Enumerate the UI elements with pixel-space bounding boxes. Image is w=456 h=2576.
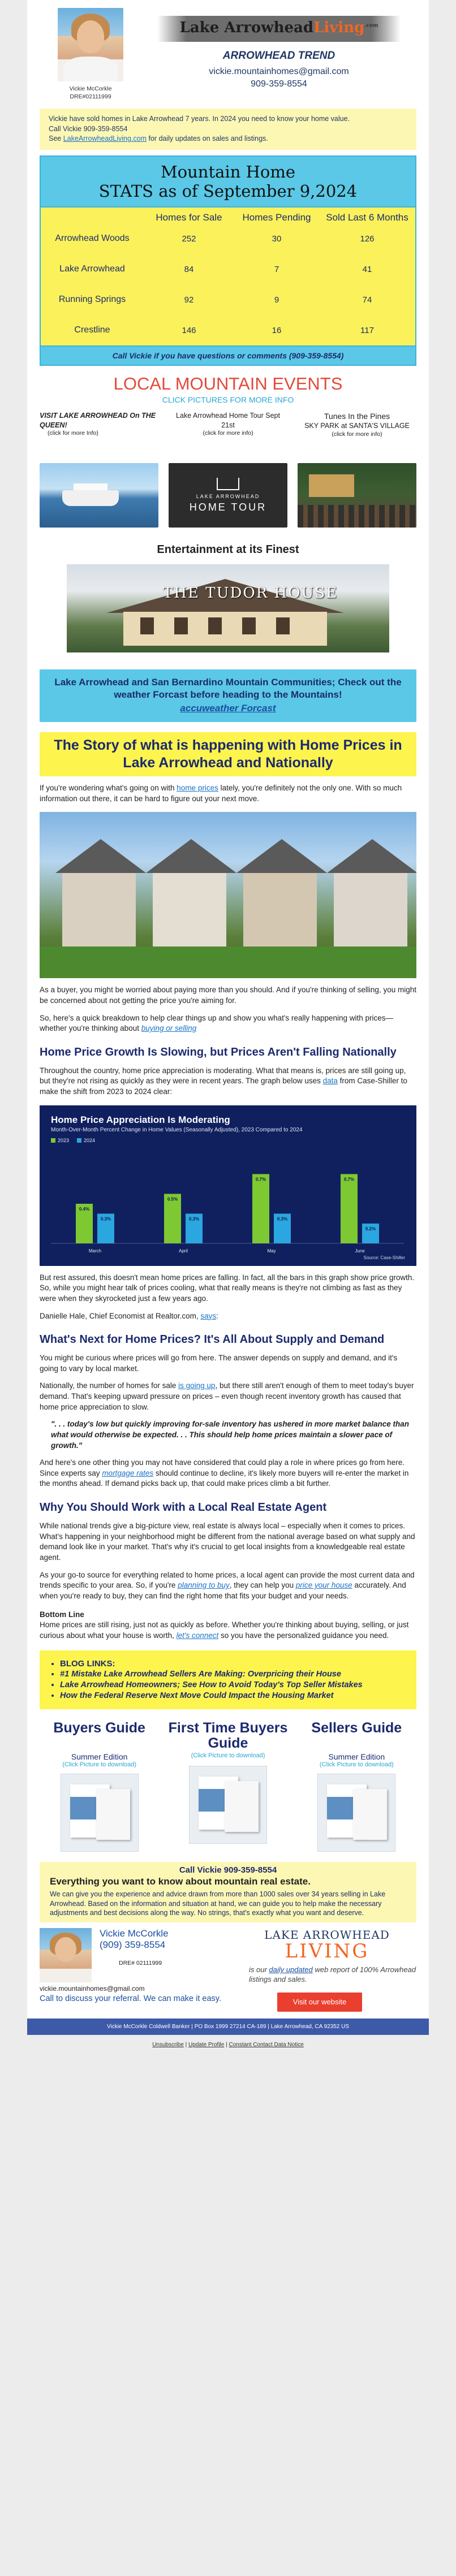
card-phone[interactable]: (909) 359-8554 xyxy=(100,1939,166,1951)
legend-2023: 2023 xyxy=(58,1137,70,1143)
guides-row xyxy=(40,1721,416,1852)
footer-address: Vickie McCorkle Coldwell Banker | PO Box 1999 27214 CA-189 | Lake Arrowhead, CA 92352 US xyxy=(27,2019,429,2035)
logo-accent-text: Living xyxy=(313,19,365,36)
site-logo[interactable] xyxy=(157,16,401,42)
chart-category-label: March xyxy=(88,1248,102,1254)
stats-row: Crestline 146 16 117 xyxy=(74,325,374,335)
cta-call[interactable]: Call Vickie 909-359-8554 xyxy=(179,1865,277,1875)
blog-heading: • BLOG LINKS: xyxy=(60,1658,406,1670)
events-row xyxy=(40,411,416,528)
price-your-house-link[interactable]: price your house xyxy=(295,1581,352,1590)
going-up-link[interactable]: is going up xyxy=(178,1381,216,1390)
intro-line3: See LakeArrowheadLiving.com for daily updates on sales and listings. xyxy=(49,135,268,143)
chart-data-label: 0.7% xyxy=(255,1177,266,1182)
stats-row: Running Springs 92 9 74 xyxy=(58,295,372,305)
paragraph: Danielle Hale, Chief Economist at Realtor.com, says: xyxy=(40,1311,218,1320)
unsubscribe-link[interactable]: Unsubscribe xyxy=(152,2042,184,2048)
chart-data-label: 0.5% xyxy=(167,1196,178,1202)
stats-row: Arrowhead Woods 252 30 126 xyxy=(55,234,375,244)
paragraph: Throughout the country, home price appreciation is moderating. What that means is, prices are still going up, but they're not rising as quickly as they were in recent years. The graph below uses data from Case-Shiller to make the shift from 2023 to 2024 clear: xyxy=(40,1066,407,1096)
stats-row: Lake Arrowhead 84 7 41 xyxy=(59,264,372,274)
chart-plot xyxy=(51,1156,404,1256)
footer-links: Unsubscribe | Update Profile | Constant Contact Data Notice xyxy=(0,2035,456,2059)
price-chart xyxy=(40,1105,416,1266)
agent-card xyxy=(40,1928,416,2012)
stats-col-header: Homes Pending xyxy=(242,212,311,223)
buyers-guide[interactable]: Buyers Guide Summer Edition (Click Picture to download) xyxy=(40,1721,159,1852)
header-email[interactable]: vickie.mountainhomes@gmail.com xyxy=(209,67,349,76)
tudor-house-image[interactable] xyxy=(67,564,389,652)
visit-website-button[interactable]: Visit our website xyxy=(277,1992,362,2012)
story-title: The Story of what is happening with Home Prices in Lake Arrowhead and Nationally xyxy=(40,732,416,777)
cta-body: We can give you the experience and advice drawn from more than 1000 sales over 34 years selling in Lake Arrowhead. Based on the information and situation at hand, we can guide you to help make the necessary adjustments and best decisions along the way. No strings, that's exactly what you want and deserve. xyxy=(50,1890,386,1917)
events-title: LOCAL MOUNTAIN EVENTS xyxy=(113,374,343,394)
paragraph: And here's one other thing you may not have considered that could play a role in where prices go from here. Since experts say mortgage rates should continue to decline, it's likely more buyers will re-enter the market in the months ahead. If demand picks back up, that could make prices climb a bit further. xyxy=(40,1458,409,1488)
stats-title: Mountain Home STATS as of September 9,2024 xyxy=(41,157,415,208)
update-profile-link[interactable]: Update Profile xyxy=(188,2042,225,2048)
legend-2024: 2024 xyxy=(84,1137,96,1143)
blog-link[interactable]: • #1 Mistake Lake Arrowhead Sellers Are Making: Overpricing their House xyxy=(60,1669,406,1680)
tudor-house-sign: THE TUDOR HOUSE xyxy=(163,585,338,602)
paragraph: If you're wondering what's going on with home prices lately, you're definitely not the only one. With so much information out there, it can be hard to figure out your next move. xyxy=(40,784,402,803)
agent-dre: DRE#02111999 xyxy=(70,93,111,101)
event-queen[interactable]: VISIT LAKE ARROWHEAD On THE QUEEN! (click for more Info) xyxy=(40,411,158,528)
data-notice-link[interactable]: Constant Contact Data Notice xyxy=(229,2042,304,2048)
card-dre: DRE# 02111999 xyxy=(119,1960,162,1967)
footer-logo-bottom: LIVING xyxy=(285,1940,369,1963)
trend-title: ARROWHEAD TREND xyxy=(222,50,335,62)
lets-connect-link[interactable]: let's connect xyxy=(176,1631,219,1640)
email-body xyxy=(27,0,429,2035)
sellers-guide-cover[interactable] xyxy=(317,1774,395,1852)
planning-to-buy-link[interactable]: planning to buy xyxy=(178,1581,230,1590)
logo-main-text: Lake Arrowhead xyxy=(179,19,314,36)
agent-photo[interactable] xyxy=(58,8,123,81)
chart-bar-2023-may xyxy=(252,1174,269,1243)
chart-category-label: June xyxy=(355,1248,365,1254)
card-email[interactable]: vickie.mountainhomes@gmail.com xyxy=(40,1985,145,1993)
agent-name: Vickie McCorkle xyxy=(69,85,112,92)
section-heading: What's Next for Home Prices? It's All About Supply and Demand xyxy=(40,1333,385,1346)
mortgage-rates-link[interactable]: mortgage rates xyxy=(102,1468,154,1477)
section-heading: Why You Should Work with a Local Real Estate Agent xyxy=(40,1501,327,1514)
buyers-guide-cover[interactable] xyxy=(61,1774,139,1852)
header xyxy=(27,0,429,106)
weather-link[interactable]: accuweather Forcast xyxy=(180,703,276,714)
events-subtitle: CLICK PICTURES FOR MORE INFO xyxy=(162,395,294,405)
blog-link[interactable]: • How the Federal Reserve Next Move Could Impact the Housing Market xyxy=(60,1691,406,1701)
buying-selling-link[interactable]: buying or selling xyxy=(141,1024,197,1033)
bottom-line-heading: Bottom Line xyxy=(40,1610,84,1619)
intro-line1: Vickie have sold homes in Lake Arrowhead 7 years. In 2024 you need to know your home value. xyxy=(49,115,350,123)
paragraph: Nationally, the number of homes for sale is going up, but there still aren't enough of them to meet today's buyer demand. That's keeping upward pressure on prices – even though recent inventory growth has caused that home price appreciation to slow. xyxy=(40,1381,414,1411)
sellers-guide[interactable]: Sellers Guide Summer Edition (Click Picture to download) xyxy=(297,1721,416,1852)
logo-tm: .com xyxy=(364,23,378,29)
chart-data-label: 0.2% xyxy=(365,1226,376,1231)
card-referral: Call to discuss your referral. We can make it easy. xyxy=(40,1994,221,2004)
says-link[interactable]: says xyxy=(200,1311,217,1320)
entertainment-title: Entertainment at its Finest xyxy=(157,543,299,556)
paragraph: As your go-to source for everything related to home prices, a local agent can provide the most current data and trends specific to your area. So, if you're planning to buy, they can help you price your house accurately. And when you're ready to buy, they can find the right home that fits your budget and your needs. xyxy=(40,1570,415,1600)
paragraph: As a buyer, you might be worried about paying more than you should. And if you're thinking of selling, you might be concerned about not getting the price you're aiming for. xyxy=(40,986,416,1005)
blog-link[interactable]: • Lake Arrowhead Homeowners; See How to Avoid Today's Top Seller Mistakes xyxy=(60,1680,406,1691)
stats-col-header: Homes for Sale xyxy=(156,212,222,223)
weather-text: Lake Arrowhead and San Bernardino Mountain Communities; Check out the weather Forcast before heading to the Mountains! xyxy=(54,677,402,701)
blog-links xyxy=(40,1650,416,1709)
paragraph: But rest assured, this doesn't mean home prices are falling. In fact, all the bars in this graph show price growth. So, while you might hear talk of prices cooling, what that really means is they're not climbing as fast as they were when they skyrocketed just a few years ago. xyxy=(40,1273,415,1303)
chart-data-label: 0.4% xyxy=(79,1206,90,1212)
cta-headline: Everything you want to know about mountain real estate. xyxy=(50,1875,311,1887)
chart-data-label: 0.7% xyxy=(343,1177,355,1182)
paragraph: While national trends give a big-picture view, real estate is always local – especially when it comes to prices. What's happening in your neighborhood might be different from the national average based on what supply and demand look like in your market. That's why it's crucial to get local insights from a knowledgeable real estate agent. xyxy=(40,1522,415,1562)
stats-table xyxy=(40,155,416,366)
agent-block xyxy=(40,8,141,101)
card-description: is our daily updated web report of 100% Arrowhead listings and sales. xyxy=(249,1965,416,1984)
home-prices-link[interactable]: home prices xyxy=(177,784,218,793)
header-right xyxy=(141,8,416,101)
chart-category-label: May xyxy=(267,1248,276,1254)
chart-bar-2023-june xyxy=(341,1174,358,1243)
chart-legend xyxy=(51,1138,405,1143)
first-time-buyers-guide[interactable]: First Time Buyers Guide (Click Picture to download) xyxy=(168,1721,287,1852)
chart-title: Home Price Appreciation Is Moderating xyxy=(51,1114,230,1125)
intro-note xyxy=(40,109,416,150)
chart-subtitle: Month-Over-Month Percent Change in Home Values (Seasonally Adjusted), 2023 Compared to 2024 xyxy=(51,1126,303,1133)
first-time-guide-cover[interactable] xyxy=(189,1766,267,1844)
stats-col-header xyxy=(41,208,144,223)
paragraph: You might be curious where prices will go from here. The answer depends on supply and demand, and it's going to vary by local market. xyxy=(40,1354,398,1373)
event-queen-image[interactable] xyxy=(40,463,158,528)
chart-data-label: 0.3% xyxy=(100,1216,111,1222)
article xyxy=(27,783,429,1641)
paragraph: Home prices are still rising, just not as quickly as before. Whether you're thinking about buying, selling, or just curious about what your house is worth, let's connect so you have the personalized guidance you need. xyxy=(40,1620,409,1640)
house-icon xyxy=(217,478,239,490)
event-home-tour[interactable]: Lake Arrowhead Home Tour Sept 21st (click for more info) LAKE ARROWHEAD HOME TOUR xyxy=(169,411,287,528)
daily-updated-link[interactable]: daily updated xyxy=(269,1965,313,1974)
stats-footer: Call Vickie if you have questions or comments (909-359-8554) xyxy=(41,345,415,365)
event-tunes[interactable]: Tunes In the Pines SKY PARK at SANTA'S VILLAGE (click for more info) xyxy=(298,411,416,528)
footer-logo-top: LAKE ARROWHEAD xyxy=(264,1928,390,1942)
cta-box xyxy=(40,1862,416,1923)
header-phone[interactable]: 909-359-8554 xyxy=(251,79,307,89)
event-home-tour-image[interactable]: LAKE ARROWHEAD HOME TOUR xyxy=(169,463,287,528)
section-heading: Home Price Growth Is Slowing, but Prices Aren't Falling Nationally xyxy=(40,1045,397,1058)
data-link[interactable]: data xyxy=(322,1077,338,1086)
intro-line2: Call Vickie 909-359-8554 xyxy=(49,124,128,133)
card-name: Vickie McCorkle xyxy=(100,1928,169,1939)
quote: ". . . today's low but quickly improving for-sale inventory has ushered in more market balance than what would otherwise be expected. . . This should help home prices maintain a slower pace of growth." xyxy=(51,1420,410,1450)
houses-image xyxy=(40,812,416,978)
agent-photo-small xyxy=(40,1928,92,1982)
stats-col-header: Sold Last 6 Months xyxy=(326,212,408,223)
paragraph: So, here's a quick breakdown to help clear things up and show you what's really happening with prices—whether you're thinking about buying or selling xyxy=(40,1013,394,1033)
chart-data-label: 0.3% xyxy=(277,1216,288,1222)
chart-category-label: April xyxy=(178,1248,188,1254)
weather-box xyxy=(40,669,416,721)
chart-source: Source: Case-Shiller xyxy=(363,1255,405,1260)
site-link[interactable]: LakeArrowheadLiving.com xyxy=(63,135,147,143)
event-tunes-image[interactable] xyxy=(298,463,416,528)
chart-data-label: 0.3% xyxy=(188,1216,200,1222)
